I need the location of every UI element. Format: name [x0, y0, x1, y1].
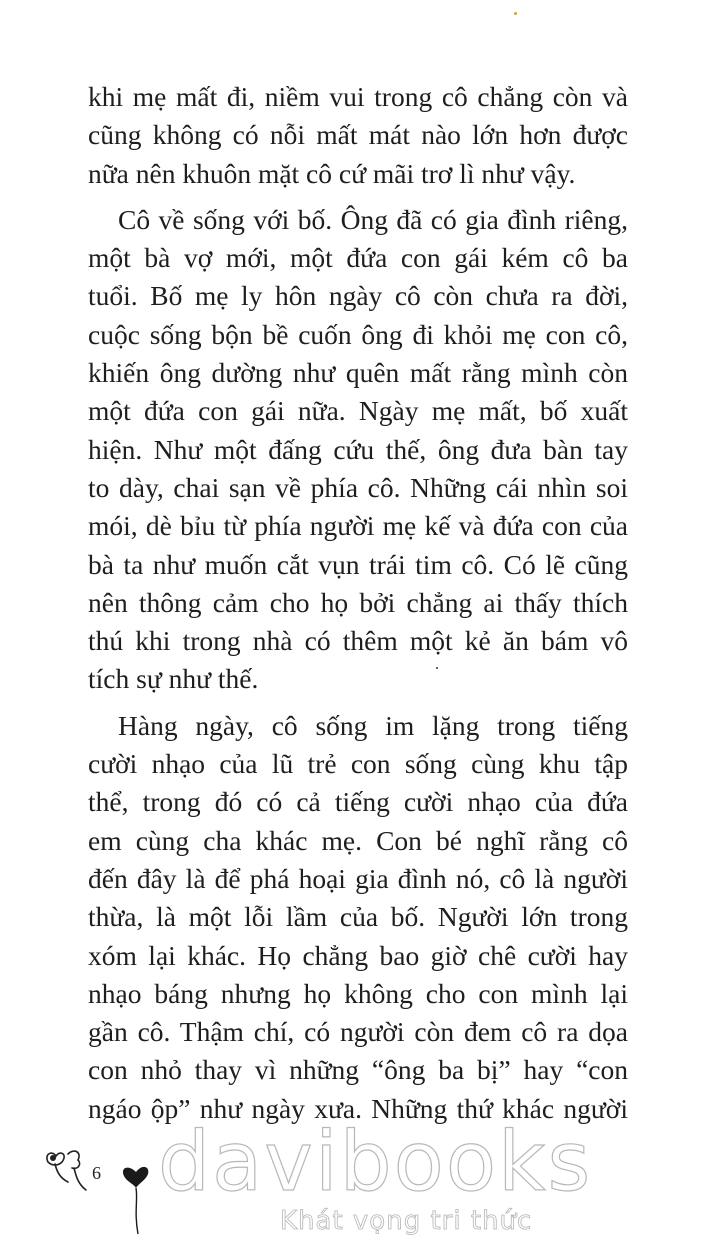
text-line: khiến ông dường như quên mất rằng mình còn — [88, 357, 628, 389]
text-line: tuổi. Bố mẹ ly hôn ngày cô còn chưa ra đời, — [88, 280, 628, 312]
speck — [514, 12, 517, 15]
heart-ornament-icon — [118, 1150, 154, 1240]
text-line: nhạo báng nhưng họ không cho con mình lại — [88, 977, 628, 1009]
text-line: mói, dè bỉu từ phía người mẹ kế và đứa con của — [88, 510, 628, 542]
text-line: đến đây là để phá hoại gia đình nó, cô là người — [88, 862, 628, 894]
text-line: khi mẹ mất đi, niềm vui trong cô chẳng còn và — [88, 81, 628, 112]
text-line: hiện. Như một đấng cứu thế, ông đưa bàn tay — [88, 433, 628, 465]
paragraph — [88, 707, 628, 1128]
text-line: Hàng ngày, cô sống im lặng trong tiếng — [118, 709, 628, 741]
text-line: gần cô. Thậm chí, có người còn đem cô ra dọa — [88, 1016, 628, 1048]
text-line: Cô về sống với bố. Ông đã có gia đình riêng, — [118, 203, 628, 235]
text-line: cuộc sống bộn bề cuốn ông đi khỏi mẹ con cô, — [88, 318, 628, 350]
text-line: ngáo ộp” như ngày xưa. Những thứ khác người — [88, 1092, 628, 1124]
text-line: thể, trong đó có cả tiếng cười nhạo của đứa — [88, 786, 628, 818]
text-line: cười nhạo của lũ trẻ con sống cùng khu tập — [88, 748, 628, 780]
text-line: bà ta như muốn cắt vụn trái tim cô. Có lẽ cũng — [88, 548, 628, 580]
text-line: em cùng cha khác mẹ. Con bé nghĩ rằng cô — [88, 824, 628, 856]
page-number: 6 — [92, 1163, 101, 1183]
watermark-brand: davibooks — [158, 1115, 593, 1210]
paragraph — [88, 201, 628, 699]
text-line: to dày, chai sạn về phía cô. Những cái nhìn soi — [88, 471, 628, 503]
text-line: nên thông cảm cho họ bởi chẳng ai thấy thích — [88, 586, 628, 618]
text-line: một đứa con gái nữa. Ngày mẹ mất, bố xuất — [88, 395, 628, 427]
text-line: con nhỏ thay vì những “ông ba bị” hay “con — [88, 1054, 628, 1086]
body-text — [88, 78, 628, 1136]
text-line: cũng không có nỗi mất mát nào lớn hơn được — [88, 119, 628, 151]
watermark-tagline: Khát vọng tri thức — [280, 1206, 533, 1236]
text-line: tích sự như thế. — [88, 663, 259, 695]
text-line: nữa nên khuôn mặt cô cứ mãi trơ lì như vậy. — [88, 157, 576, 189]
text-line: thú khi trong nhà có thêm một kẻ ăn bám vô — [88, 625, 628, 657]
text-line: một bà vợ mới, một đứa con gái kém cô ba — [88, 242, 628, 274]
text-line: xóm lại khác. Họ chẳng bao giờ chê cười hay — [88, 939, 628, 971]
paragraph — [88, 78, 628, 193]
text-line: thừa, là một lỗi lầm của bố. Người lớn trong — [88, 901, 628, 933]
